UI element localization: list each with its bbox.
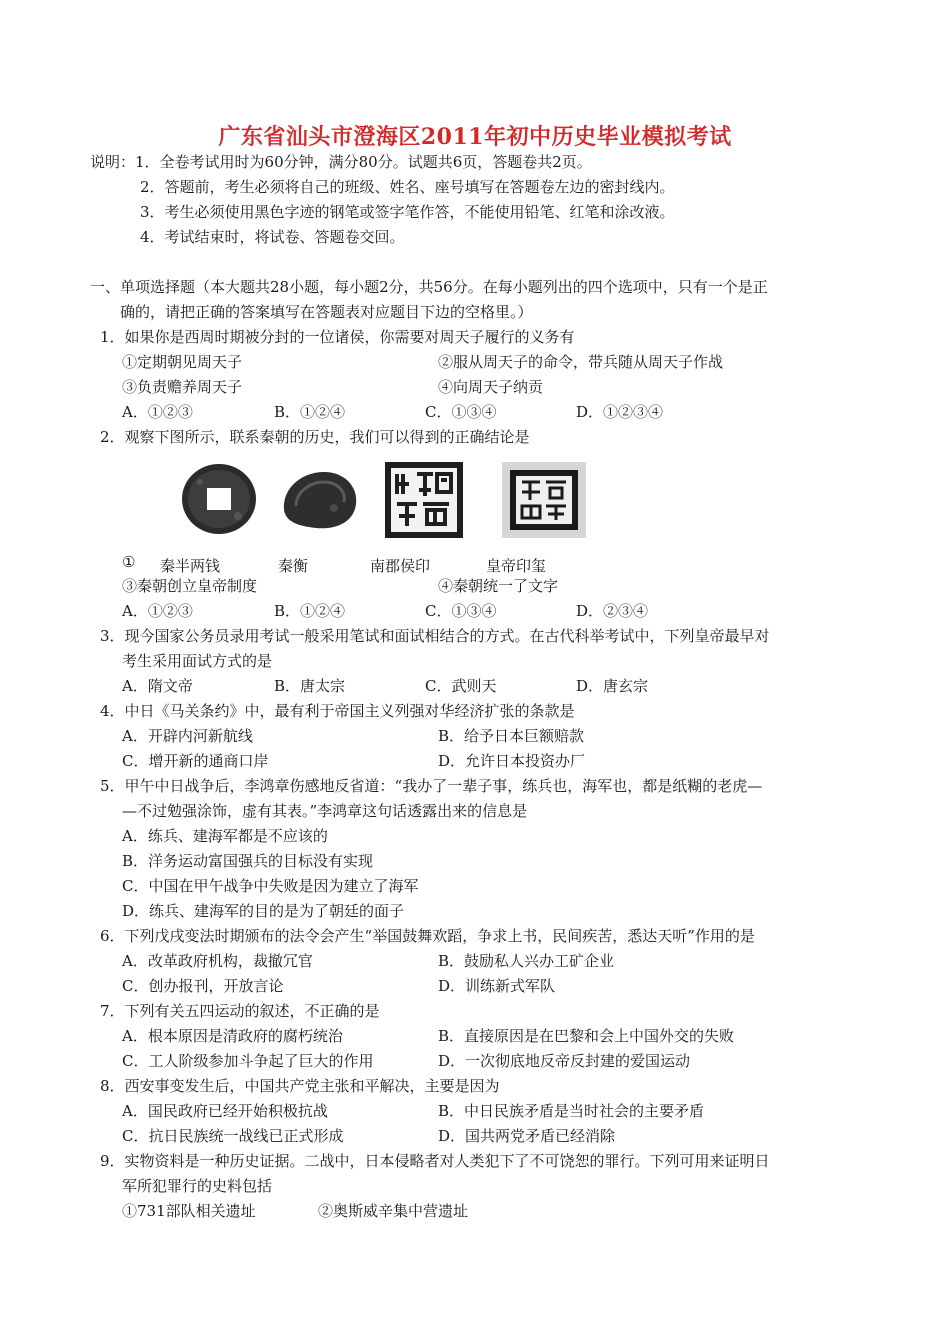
q4-option-d: D．允许日本投资办厂 bbox=[438, 752, 586, 770]
q7-option-d: D．一次彻底地反帝反封建的爱国运动 bbox=[438, 1052, 691, 1070]
q4-stem: 4．中日《马关条约》中，最有利于帝国主义列强对华经济扩张的条款是 bbox=[100, 702, 575, 720]
q3-option-d: D．唐玄宗 bbox=[576, 677, 649, 695]
q6-option-b: B．鼓励私人兴办工矿企业 bbox=[438, 952, 615, 970]
q3-stem-line1: 3．现今国家公务员录用考试一般采用笔试和面试相结合的方式。在古代科举考试中，下列皇帝最早对 bbox=[100, 627, 770, 645]
q6-option-d: D．训练新式军队 bbox=[438, 977, 556, 995]
q7-option-b: B．直接原因是在巴黎和会上中国外交的失败 bbox=[438, 1027, 735, 1045]
q9-stem-line2: 军所犯罪行的史料包括 bbox=[122, 1177, 273, 1195]
q4-option-c: C．增开新的通商口岸 bbox=[122, 752, 269, 770]
q5-option-b: B．洋务运动富国强兵的目标没有实现 bbox=[122, 852, 374, 870]
q6-option-c: C．创办报刊，开放言论 bbox=[122, 977, 284, 995]
caption-emperor-seal: 皇帝印玺 bbox=[486, 557, 547, 575]
q3-stem-line2: 考生采用面试方式的是 bbox=[122, 652, 273, 670]
q8-option-b: B．中日民族矛盾是当时社会的主要矛盾 bbox=[438, 1102, 705, 1120]
q6-option-a: A．改革政府机构，裁撤冗官 bbox=[122, 952, 313, 970]
caption-qin-weight: 秦衡 bbox=[278, 557, 309, 575]
qin-banliang-coin-image bbox=[180, 462, 258, 536]
q9-statement-1: ①731部队相关遗址 bbox=[122, 1202, 256, 1220]
q9-statement-2: ②奥斯威辛集中营遗址 bbox=[318, 1202, 469, 1220]
q3-option-b: B．唐太宗 bbox=[274, 677, 346, 695]
q1-option-b: B．①②④ bbox=[274, 403, 346, 421]
note-2: 2．答题前，考生必须将自己的班级、姓名、座号填写在答题卷左边的密封线内。 bbox=[140, 178, 675, 196]
q7-stem: 7．下列有关五四运动的叙述，不正确的是 bbox=[100, 1002, 380, 1020]
exam-title: 广东省汕头市澄海区2011年初中历史毕业模拟考试 bbox=[218, 124, 732, 150]
q5-stem-line1: 5．甲午中日战争后，李鸿章伤感地反省道：“我办了一辈子事，练兵也，海军也，都是纸糊的老虎— bbox=[100, 777, 763, 795]
note-4: 4．考试结束时，将试卷、答题卷交回。 bbox=[140, 228, 405, 246]
q5-option-a: A．练兵、建海军都是不应该的 bbox=[122, 827, 328, 845]
q8-option-d: D．国共两党矛盾已经消除 bbox=[438, 1127, 616, 1145]
q8-option-a: A．国民政府已经开始积极抗战 bbox=[122, 1102, 328, 1120]
q5-stem-line2: —不过勉强涂饰，虚有其表。”李鸿章这句话透露出来的信息是 bbox=[122, 802, 528, 820]
section-header-line1: 一、单项选择题（本大题共28小题，每小题2分，共56分。在每小题列出的四个选项中，只有一个是正 bbox=[90, 278, 768, 296]
q3-option-c: C．武则天 bbox=[425, 677, 497, 695]
q3-option-a: A．隋文帝 bbox=[122, 677, 193, 695]
q2-statement-3: ③秦朝创立皇帝制度 bbox=[122, 577, 258, 595]
q2-statement-1-prefix: ① bbox=[122, 553, 136, 571]
q5-option-c: C．中国在甲午战争中失败是因为建立了海军 bbox=[122, 877, 419, 895]
q1-stem: 1．如果你是西周时期被分封的一位诸侯，你需要对周天子履行的义务有 bbox=[100, 328, 575, 346]
q4-option-b: B．给予日本巨额赔款 bbox=[438, 727, 585, 745]
section-header-line2: 确的，请把正确的答案填写在答题表对应题目下边的空格里。） bbox=[120, 303, 533, 321]
caption-nanjun-seal: 南郡侯印 bbox=[370, 557, 431, 575]
q5-option-d: D．练兵、建海军的目的是为了朝廷的面子 bbox=[122, 902, 405, 920]
q1-statement-3: ③负责赡养周天子 bbox=[122, 378, 243, 396]
q2-stem: 2．观察下图所示，联系秦朝的历史，我们可以得到的正确结论是 bbox=[100, 428, 530, 446]
note-3: 3．考生必须使用黑色字迹的钢笔或签字笔作答，不能使用铅笔、红笔和涂改液。 bbox=[140, 203, 675, 221]
emperor-seal-image bbox=[500, 460, 588, 540]
q1-option-d: D．①②③④ bbox=[576, 403, 664, 421]
q2-statement-4: ④秦朝统一了文字 bbox=[438, 577, 559, 595]
q1-statement-1: ①定期朝见周天子 bbox=[122, 353, 243, 371]
q8-stem: 8．西安事变发生后，中国共产党主张和平解决，主要是因为 bbox=[100, 1077, 500, 1095]
q1-option-a: A．①②③ bbox=[122, 403, 193, 421]
q8-option-c: C．抗日民族统一战线已正式形成 bbox=[122, 1127, 344, 1145]
q4-option-a: A．开辟内河新航线 bbox=[122, 727, 253, 745]
q2-option-c: C．①③④ bbox=[425, 602, 497, 620]
q1-statement-4: ④向周天子纳贡 bbox=[438, 378, 544, 396]
note-1: 说明：1．全卷考试用时为60分钟，满分80分。试题共6页，答题卷共2页。 bbox=[90, 153, 592, 171]
q7-option-a: A．根本原因是清政府的腐朽统治 bbox=[122, 1027, 343, 1045]
q7-option-c: C．工人阶级参加斗争起了巨大的作用 bbox=[122, 1052, 374, 1070]
qin-weight-image bbox=[278, 466, 360, 534]
q6-stem: 6．下列戊戌变法时期颁布的法令会产生“举国鼓舞欢蹈，争求上书，民间疾苦，悉达天听”作用的是 bbox=[100, 927, 755, 945]
q1-option-c: C．①③④ bbox=[425, 403, 497, 421]
q1-statement-2: ②服从周天子的命令，带兵随从周天子作战 bbox=[438, 353, 724, 371]
nanjun-hou-seal-image bbox=[383, 460, 465, 540]
q2-option-a: A．①②③ bbox=[122, 602, 193, 620]
q2-option-b: B．①②④ bbox=[274, 602, 346, 620]
q9-stem-line1: 9．实物资料是一种历史证据。二战中，日本侵略者对人类犯下了不可饶恕的罪行。下列可用来证明日 bbox=[100, 1152, 770, 1170]
q2-option-d: D．②③④ bbox=[576, 602, 649, 620]
caption-qin-banliang: 秦半两钱 bbox=[160, 557, 221, 575]
